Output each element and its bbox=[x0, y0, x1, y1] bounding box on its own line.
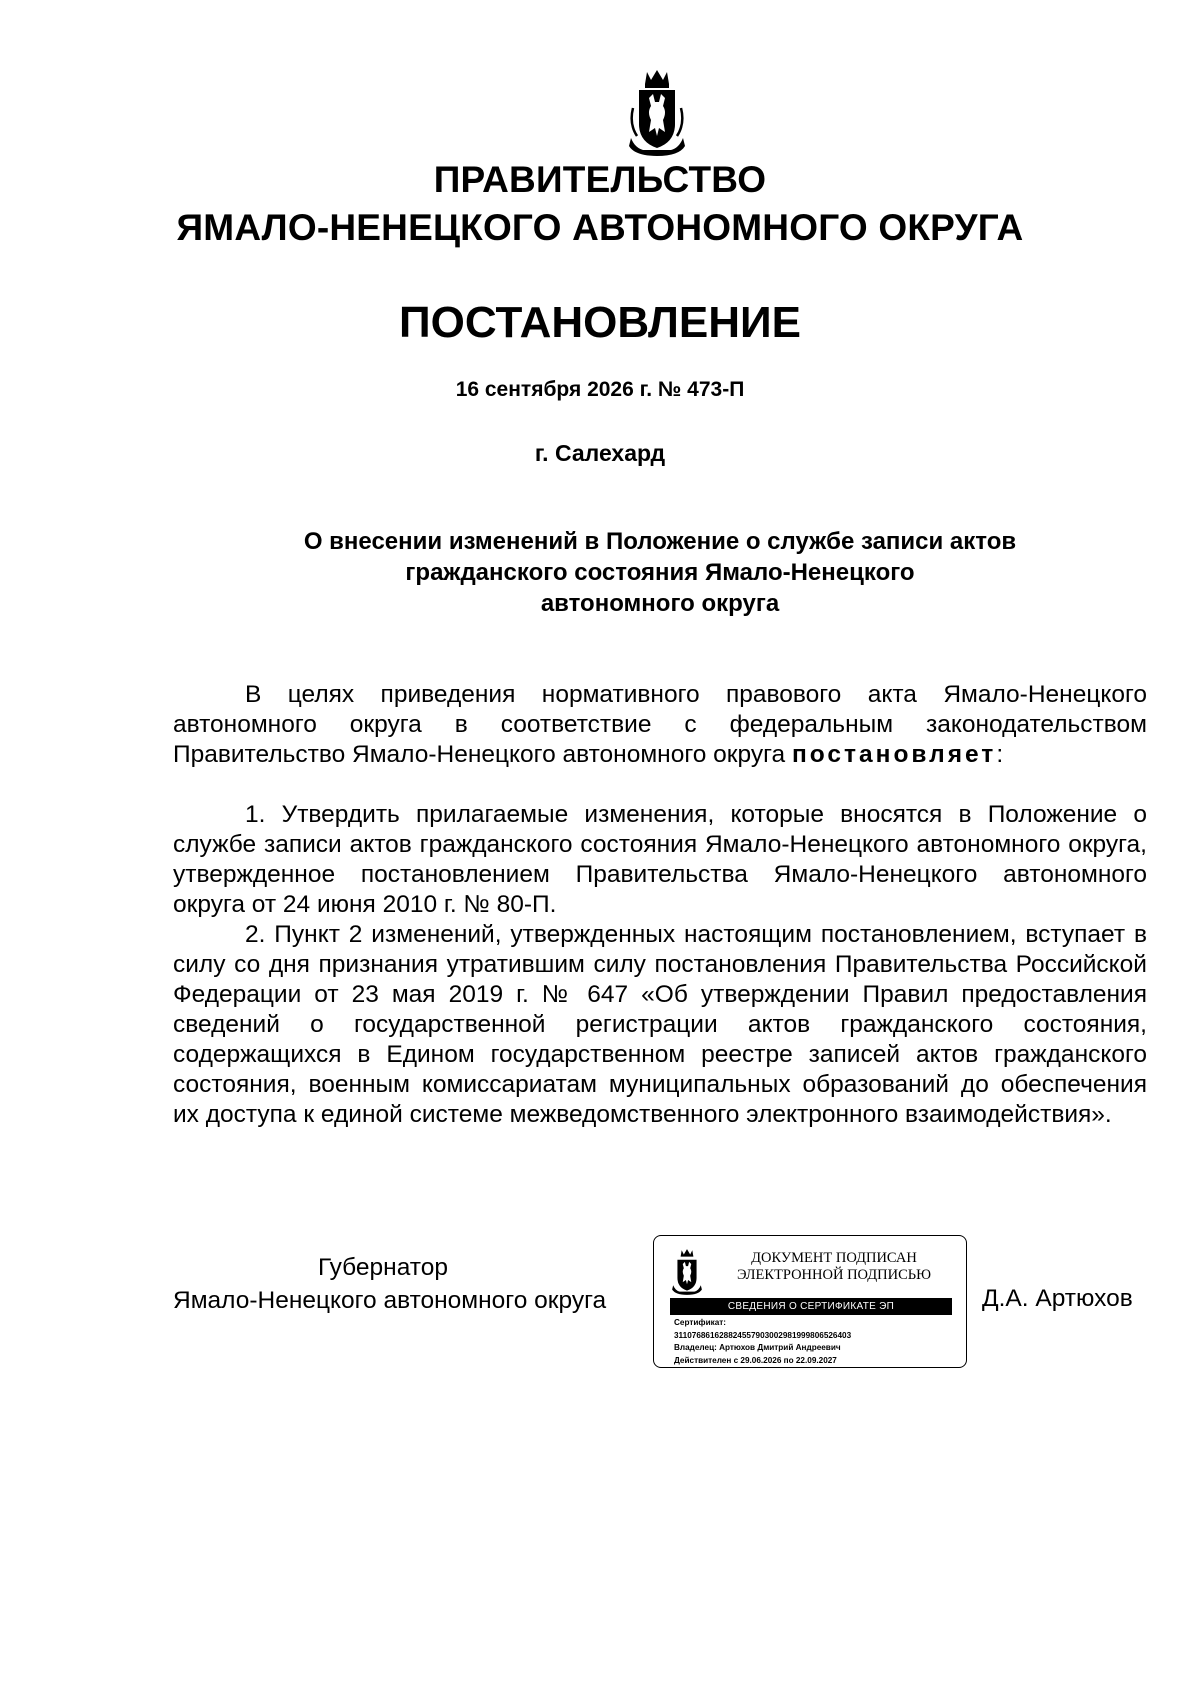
subject-line-1: О внесении изменений в Положение о службе записи актов bbox=[303, 528, 1017, 555]
signatory-name: Д.А. Артюхов bbox=[982, 1285, 1133, 1312]
signatory-title-line-2: Ямало-Ненецкого автономного округа bbox=[173, 1287, 607, 1314]
preamble bbox=[173, 680, 1147, 770]
stamp-cert-value: 311076861628824557903002981999806526403 bbox=[674, 1330, 852, 1340]
preamble-text: В целях приведения нормативного правового акта Ямало-Ненецкого автономного округа в соответствие с федеральным законодательством Правительство Ямало-Ненецкого автономного округа bbox=[173, 681, 1147, 768]
subject-line-2: гражданского состояния Ямало-Ненецкого bbox=[405, 559, 915, 586]
stamp-validity: Действителен с 29.06.2026 по 22.09.2027 bbox=[674, 1355, 837, 1365]
document-date-number: 16 сентября 2026 г. № 473-П bbox=[455, 378, 745, 401]
preamble-keyword: постановляет bbox=[791, 741, 997, 768]
preamble-end: : bbox=[996, 741, 1004, 768]
stamp-certificate-info bbox=[674, 1317, 960, 1367]
organization-line-2: ЯМАЛО-НЕНЕЦКОГО АВТОНОМНОГО ОКРУГА bbox=[176, 207, 1024, 248]
signatory-title-line-1: Губернатор bbox=[318, 1254, 448, 1281]
resolution-item-1: 1. Утвердить прилагаемые изменения, которые вносятся в Положение о службе записи актов гражданского состояния Ямало-Ненецкого автономного округа, утвержденное постановлением Правительства Ямало-Ненецкого автономного округа от 24 июня 2010 г. № 80-П. bbox=[173, 801, 1147, 918]
stamp-owner: Владелец: Артюхов Дмитрий Андреевич bbox=[674, 1343, 841, 1352]
signatory-title bbox=[173, 1251, 643, 1317]
stamp-coat-of-arms-icon bbox=[670, 1248, 704, 1296]
stamp-heading-line-2: ЭЛЕКТРОННОЙ ПОДПИСЬЮ bbox=[736, 1267, 932, 1283]
stamp-certificate-bar: СВЕДЕНИЯ О СЕРТИФИКАТЕ ЭП bbox=[670, 1298, 952, 1315]
electronic-signature-stamp bbox=[653, 1235, 967, 1368]
document-subject bbox=[190, 526, 1130, 619]
resolution-item-2: 2. Пункт 2 изменений, утвержденных настоящим постановлением, вступает в силу со дня признания утратившим силу постановления Правительства Российской Федерации от 23 мая 2019 г. № 647 «Об утверждении Правил предоставления сведений о государственной регистрации актов гражданского состояния, содержащихся в Едином государственном реестре записей актов гражданского состояния, военным комиссариатам муниципальных образований до обеспечения их доступа к единой системе межведомственного электронного взаимодействия». bbox=[173, 921, 1147, 1128]
organization-line-1: ПРАВИТЕЛЬСТВО bbox=[433, 159, 767, 200]
stamp-cert-label: Сертификат: bbox=[674, 1318, 726, 1327]
organization-name bbox=[0, 156, 1200, 252]
resolution-items bbox=[173, 800, 1147, 1130]
coat-of-arms-icon bbox=[625, 68, 689, 158]
stamp-heading bbox=[714, 1250, 954, 1284]
stamp-heading-line-1: ДОКУМЕНТ ПОДПИСАН bbox=[751, 1250, 917, 1266]
subject-line-3: автономного округа bbox=[540, 590, 780, 617]
document-city: г. Салехард bbox=[534, 440, 666, 466]
document-type: ПОСТАНОВЛЕНИЕ bbox=[398, 298, 802, 347]
